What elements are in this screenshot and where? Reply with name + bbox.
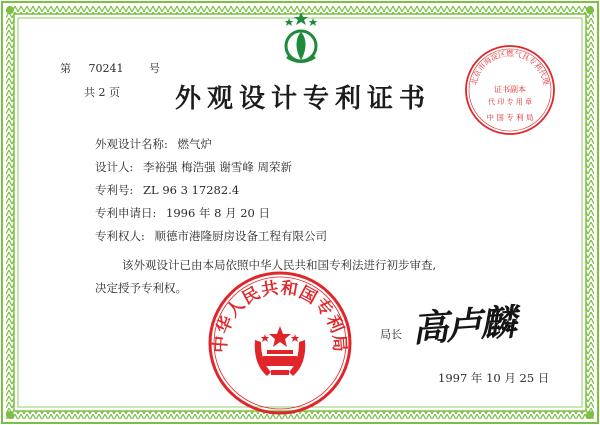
field-label: 专利权人: [95, 229, 145, 243]
stamp-center-text: 证书副本 [494, 85, 526, 94]
certificate-title: 外观设计专利证书 [175, 84, 432, 114]
field-value: 李裕强 梅浩强 谢雪峰 周荣新 [143, 160, 292, 174]
stamp-outer-text: 北京市海淀区燃气具专利代理 [469, 49, 551, 86]
stamp-line2: 代 印 专 用 章 [488, 98, 532, 106]
field-value: 燃气炉 [177, 137, 213, 151]
page-count: 共 2 页 [84, 86, 120, 99]
number-unit: 号 [149, 62, 160, 75]
seal-text: 中华人民共和国专利局 [210, 278, 350, 354]
field-label: 专利号: [95, 183, 134, 197]
national-emblem-icon [255, 326, 306, 376]
svg-text:北京市海淀区燃气具专利代理 [468, 48, 550, 86]
field-label: 专利申请日: [95, 206, 157, 220]
field-patentee [95, 229, 327, 243]
grant-statement-line2: 决定授予专利权。 [95, 281, 187, 295]
field-value: 顺德市港隆厨房设备工程有限公司 [154, 229, 328, 243]
field-value: ZL 96 3 17282.4 [143, 183, 240, 197]
director-title: 局长 [380, 328, 402, 341]
certificate-number [60, 62, 160, 76]
field-value: 1996 年 8 月 20 日 [166, 206, 271, 220]
field-design-name [95, 137, 212, 151]
field-label: 外观设计名称: [95, 137, 168, 151]
director-signature: 高卢麟 [410, 301, 516, 351]
field-application-date [95, 206, 270, 220]
official-seal [205, 268, 355, 418]
field-label: 设计人: [95, 160, 134, 174]
grant-statement-line1: 该外观设计已由本局依照中华人民共和国专利法进行初步审查, [122, 258, 437, 272]
number-value: 70241 [88, 62, 124, 75]
stamp-bottom-text: 中 国 专 利 局 [486, 113, 534, 122]
issue-date: 1997 年 10 月 25 日 [438, 371, 550, 385]
field-patent-number [95, 183, 239, 197]
agency-stamp [460, 40, 560, 140]
number-label: 第 [60, 62, 71, 75]
patent-office-emblem [273, 10, 329, 68]
field-designers [95, 160, 292, 174]
